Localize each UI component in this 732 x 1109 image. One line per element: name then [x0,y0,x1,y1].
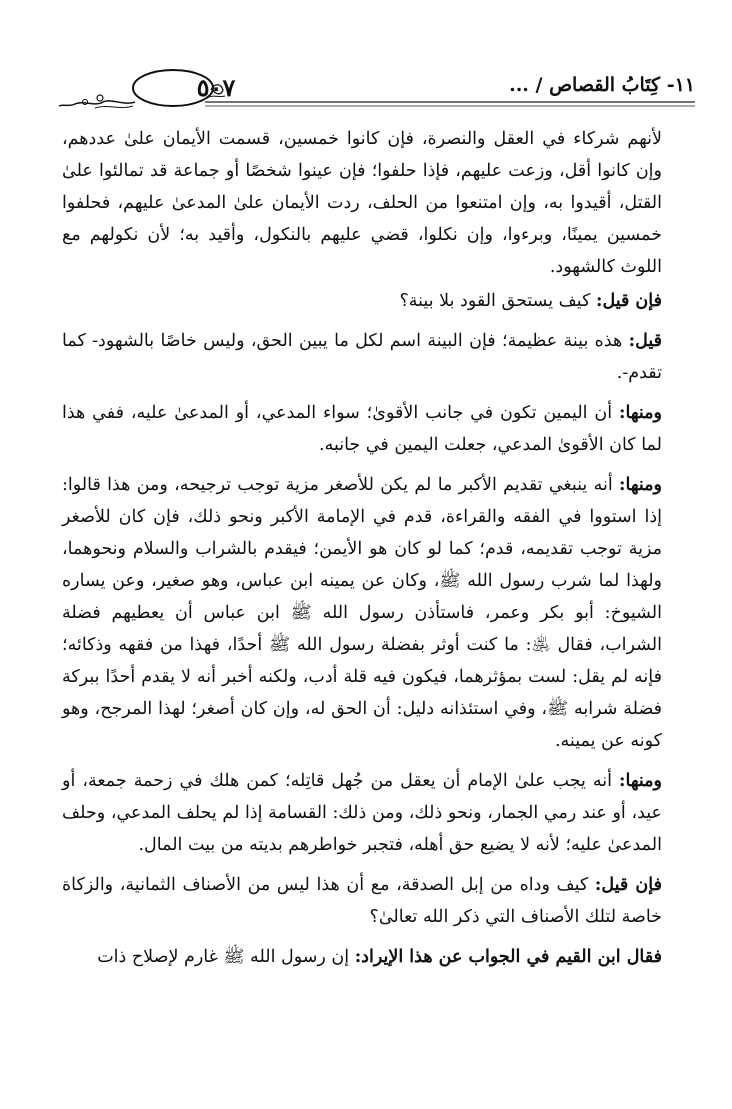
page-header [55,62,695,112]
paragraph [62,869,662,933]
paragraph [62,325,662,389]
paragraph [62,123,662,283]
paragraph [62,469,662,757]
paragraph-text: أنه يجب علىٰ الإمام أن يعقل من جُهل قاتِله؛ كمن هلك في زحمة جمعة، أو عيد، أو عند رمي الجمار، ونحو ذلك، ومن ذلك: القسامة إذا لم يحلف المدعي، وحلف المدعىٰ عليه؛ لأنه لا يضيع حق أهله، فتجبر خواطرهم بديته من بيت المال. [62,771,662,855]
paragraph-text: هذه بينة عظيمة؛ فإن البينة اسم لكل ما يبين الحق، وليس خاصًا بالشهود- كما تقدم-. [62,331,662,383]
page-number: ٥٠٧ [196,72,236,102]
paragraph [62,941,662,973]
paragraph-text: لأنهم شركاء في العقل والنصرة، فإن كانوا خمسين، قسمت الأيمان علىٰ عددهم، وإن كانوا أقل، وزعت عليهم، فإذا حلفوا؛ فإن عينوا شخصًا أو جماعة قد تمالئوا علىٰ القتل، أقيدوا به، وإن امتنعوا من الحلف، ردت الأيمان علىٰ المدعىٰ عليهم، فحلفوا خمسين يمينًا، وبرءوا، وإن نكلوا، قضي عليهم بالنكول، وأقيد به؛ لأن نكولهم مع اللوث كالشهود. [62,129,662,277]
paragraph-text: كيف وداه من إبل الصدقة، مع أن هذا ليس من الأصناف الثمانية، والزكاة خاصة لتلك الأصناف التي ذكر الله تعالىٰ؟ [62,875,662,927]
paragraph-lead: قيل: [628,331,662,351]
paragraph-lead: ومنها: [619,403,662,423]
paragraph-text: إن رسول الله ﷺ غارم لإصلاح ذات [97,947,355,967]
paragraph [62,765,662,861]
paragraph-lead: ومنها: [619,771,662,791]
paragraph-text: أنه ينبغي تقديم الأكبر ما لم يكن للأصغر مزية توجب ترجيحه، ومن هذا قالوا: إذا استووا في الفقه والقراءة، قدم في الإمامة الأكبر ونحو ذلك، فإن كان للأصغر مزية توجب تقديمه، قدم؛ كما لو كان هو الأيمن؛ فيقدم بالشراب والسلام ونحوهما، ولهذا لما شرب رسول الله ﷺ، وكان عن يمينه ابن عباس، وهو صغير، وعن يساره الشيوخ: أبو بكر وعمر، فاستأذن رسول الله ﷺ ابن عباس أن يعطيهم فضلة الشراب، فقال ﵁: ما كنت أوثر بفضلة رسول الله ﷺ أحدًا، فهذا من فقهه وذكائه؛ فإنه لم يقل: لست بمؤثرهما، فيكون فيه قلة أدب، ولكنه أخبر أنه لا يقدم أحدًا ببركة فضلة شرابه ﷺ، وفي استئذانه دليل: أن الحق له، وإن كان أصغر؛ لهذا المرجح، وهو كونه عن يمينه. [62,475,662,751]
paragraph [62,285,662,317]
paragraph-text: كيف يستحق القود بلا بينة؟ [399,291,596,311]
paragraph-text: أن اليمين تكون في جانب الأقوىٰ؛ سواء المدعي، أو المدعىٰ عليه، ففي هذا لما كان الأقوىٰ المدعي، جعلت اليمين في جانبه. [62,403,662,455]
running-title: ١١- كِتَابُ القصاص / ... [509,74,695,96]
paragraph-lead: فقال ابن القيم في الجواب عن هذا الإيراد: [354,947,662,967]
paragraph-lead: ومنها: [619,475,662,495]
paragraph-lead: فإن قيل: [594,875,662,895]
page-body [62,123,662,981]
paragraph-lead: فإن قيل: [595,291,662,311]
paragraph [62,397,662,461]
